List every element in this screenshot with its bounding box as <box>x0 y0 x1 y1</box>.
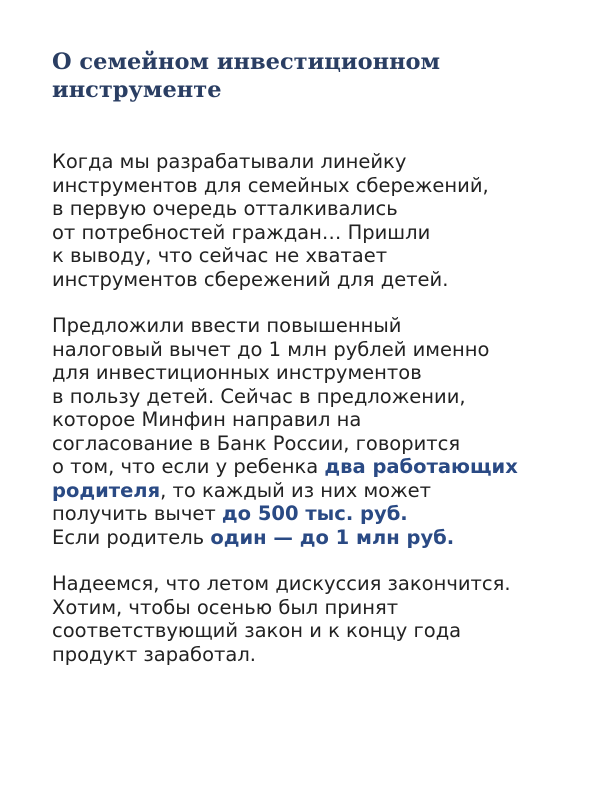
text-line: к выводу, что сейчас не хватает <box>52 244 388 267</box>
text-line: продукт заработал. <box>52 642 256 666</box>
text-line: Предложили ввести повышенный <box>52 314 402 337</box>
text-line: для инвестиционных инструментов <box>52 361 422 384</box>
text-line: налоговый вычет до 1 млн рублей именно <box>52 337 490 361</box>
text-line: согласование в Банк России, говорится <box>52 431 461 455</box>
text-line: Когда мы разрабатывали линейку <box>52 150 407 173</box>
page-title <box>52 48 572 104</box>
text-line: в пользу детей. Сейчас в предложении, <box>52 384 466 408</box>
highlight-two-working-parents: два работающих <box>324 455 518 478</box>
text-line: Хотим, чтобы осенью был принят <box>52 595 399 619</box>
text-segment: получить вычет <box>52 502 222 525</box>
text-line <box>52 502 592 526</box>
article-body <box>52 150 592 689</box>
text-segment: , то каждый из них может <box>160 478 432 502</box>
highlight-parent: родителя <box>52 478 161 502</box>
text-segment: Если родитель <box>52 525 211 549</box>
text-line <box>52 479 592 503</box>
text-line: от потребностей граждан… Пришли <box>52 220 431 244</box>
text-line: которое Минфин направил на <box>52 408 362 431</box>
title-line: О семейном инвестиционном <box>52 49 441 75</box>
highlight-amount-1m: один — до 1 млн руб. <box>210 525 455 549</box>
text-line: в первую очередь отталкивались <box>52 197 398 220</box>
paragraph <box>52 314 592 549</box>
text-line: инструментов сбережений для детей. <box>52 267 449 291</box>
paragraph <box>52 150 592 291</box>
paragraph <box>52 572 592 666</box>
title-line: инструменте <box>52 77 222 103</box>
text-segment: о том, что если у ребенка <box>52 455 325 478</box>
text-line <box>52 455 592 479</box>
text-line <box>52 526 592 550</box>
text-line: инструментов для семейных сбережений, <box>52 173 489 197</box>
text-line: Надеемся, что летом дискуссия закончится. <box>52 572 511 595</box>
text-line: соответствующий закон и к концу года <box>52 619 462 642</box>
highlight-amount-500k: до 500 тыс. руб. <box>221 502 408 525</box>
